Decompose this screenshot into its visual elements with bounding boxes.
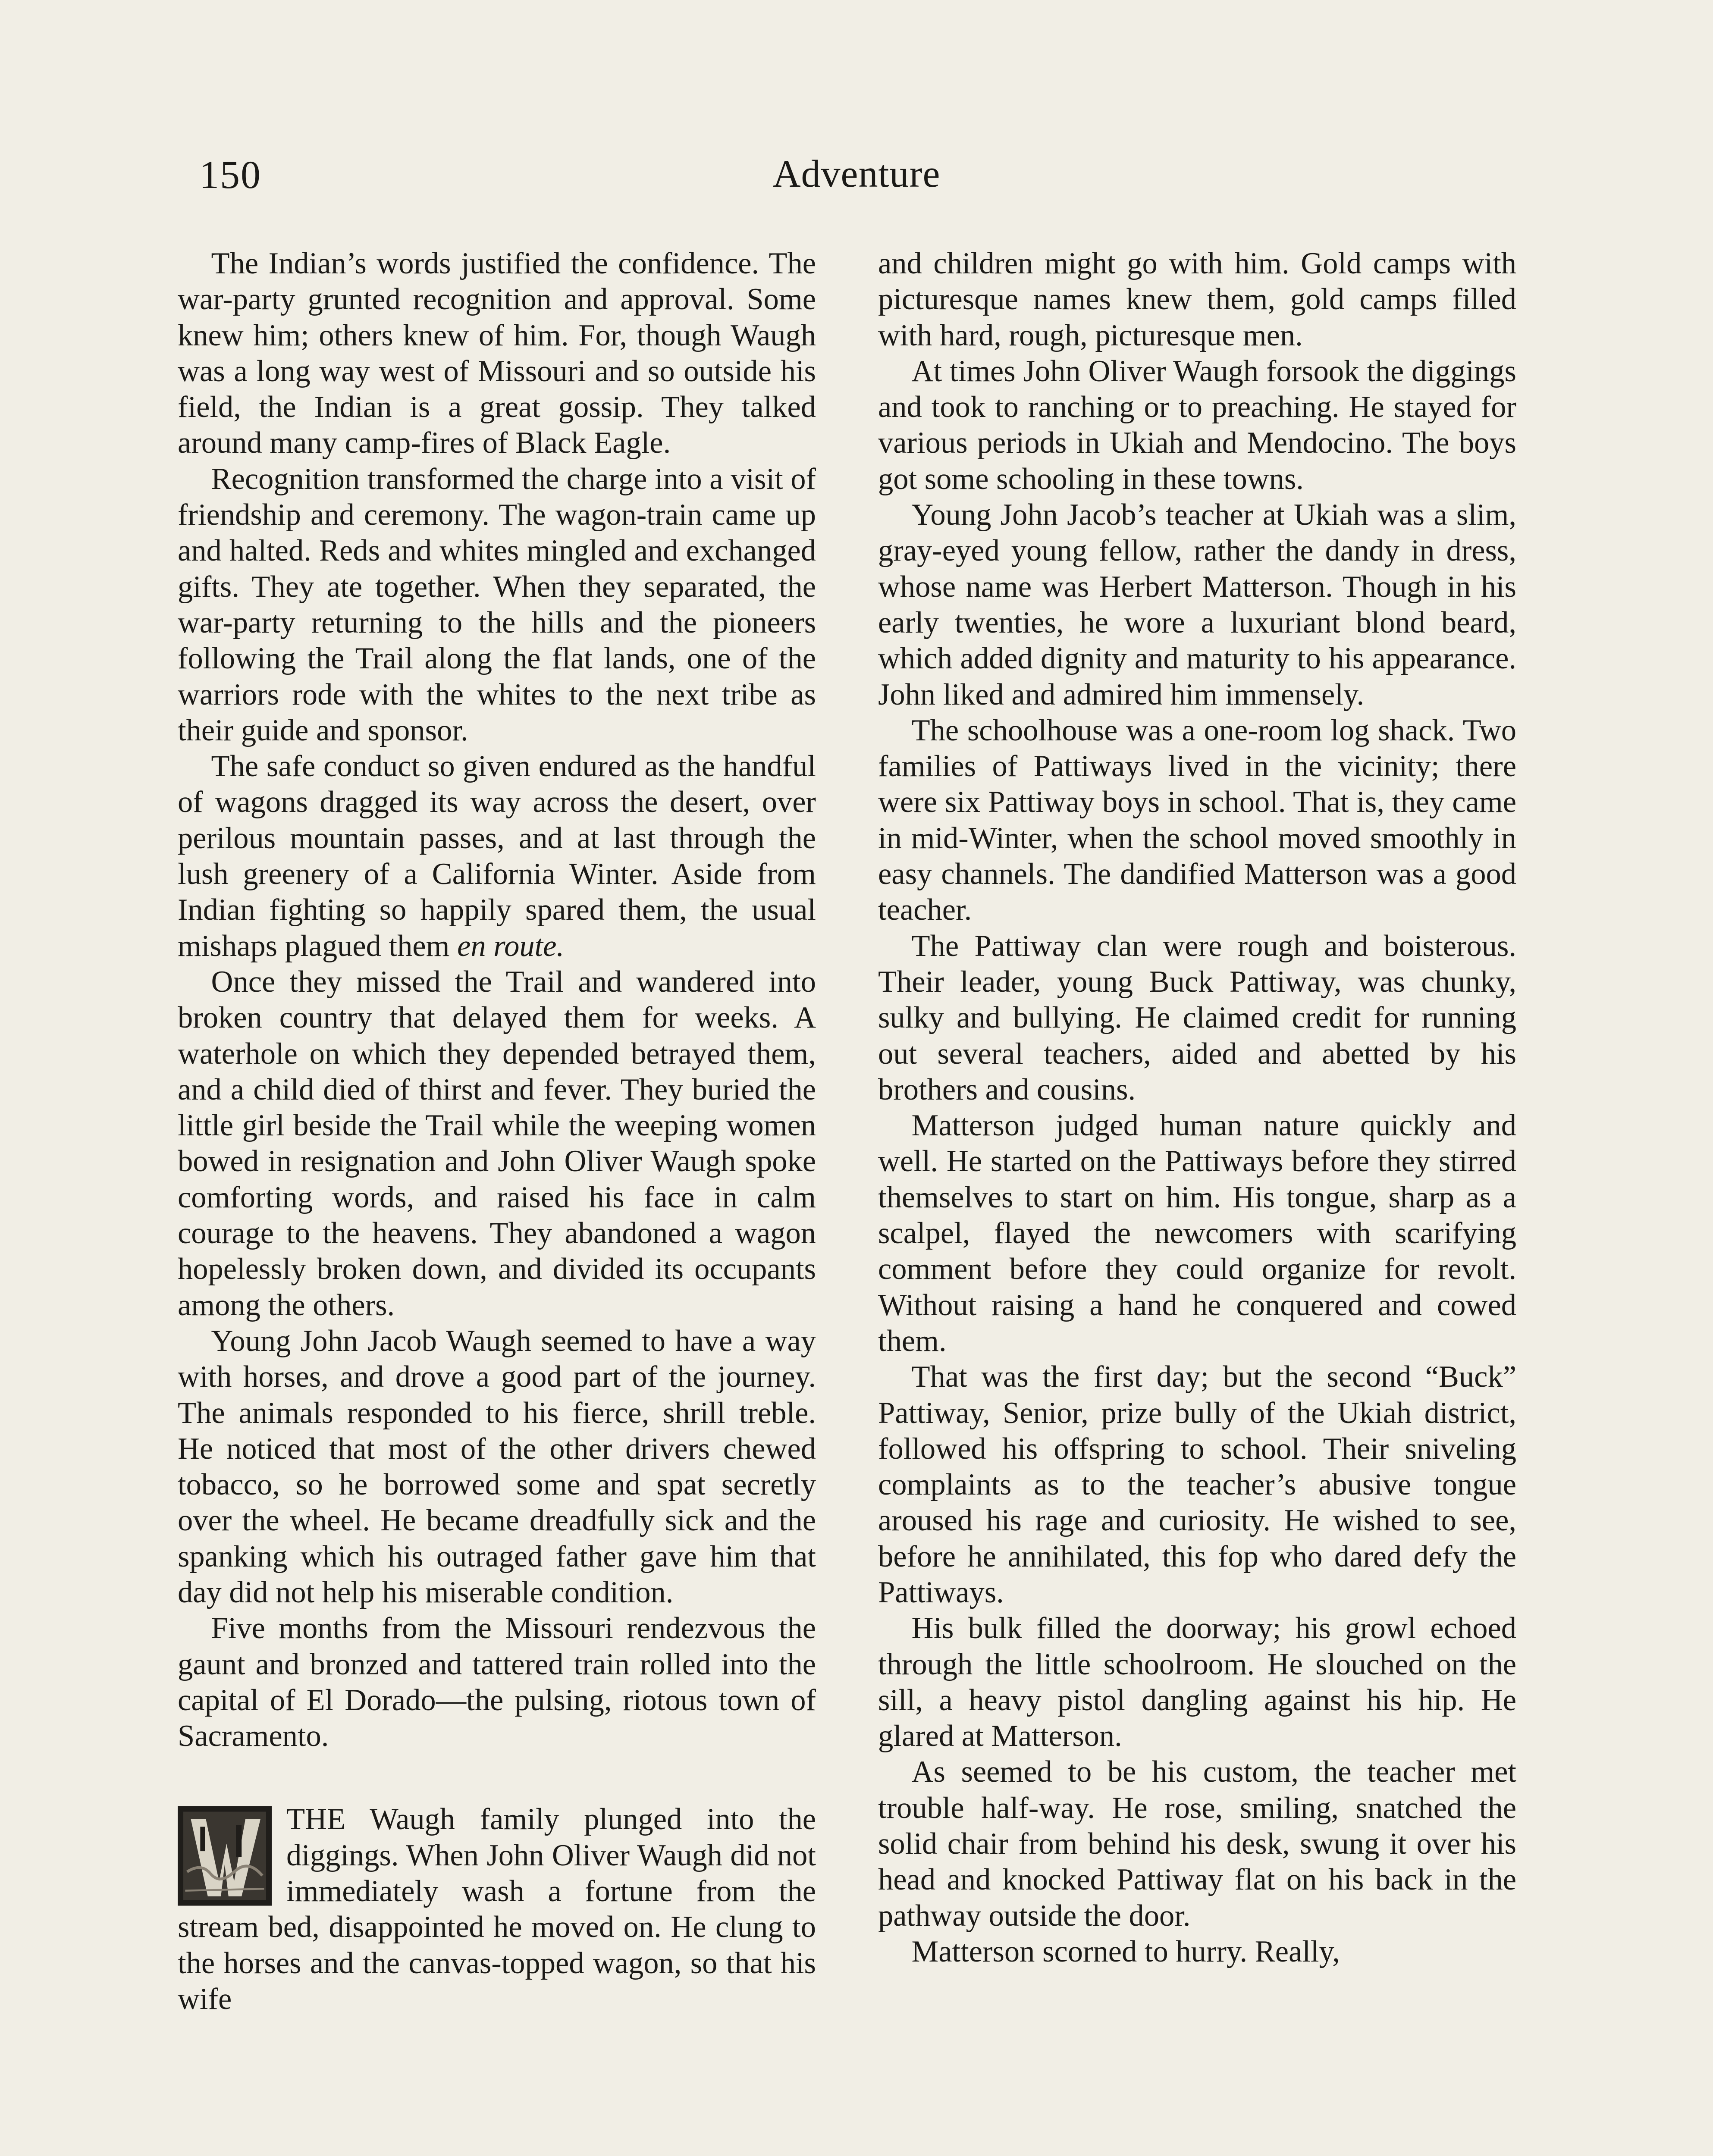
paragraph: Once they missed the Trail and wandered into broken country that delayed them for weeks. A waterhole on which they depended betrayed them, and a child died of thirst and fever. They buried the little girl beside the Trail while the weeping women bowed in resignation and John Oliver Waugh spoke comforting words, and raised his face in calm courage to the heavens. They abandoned a wagon hopelessly broken down, and divided its occupants among the others. (178, 965, 816, 1322)
paragraph: Young John Jacob’s teacher at Ukiah was a slim, gray-eyed young fellow, rather the dandy in dress, whose name was Herbert Matterson. Though in his early twenties, he wore a luxuriant blond beard, which added dignity and maturity to his appearance. John liked and admired him immensely. (878, 498, 1516, 711)
paragraph: Young John Jacob Waugh seemed to have a way with horses, and drove a good part of the journey. The animals responded to his fierce, shrill treble. He noticed that most of the other drivers chewed tobacco, so he borrowed some and spat secretly over the wheel. He became dreadfully sick and the spanking which his outraged father gave him that day did not help his miserable condition. (178, 1324, 816, 1609)
paragraph: Matterson scorned to hurry. Really, (911, 1934, 1340, 1968)
paragraph: That was the first day; but the second “Buck” Pattiway, Senior, prize bully of the Ukiah district, followed his offspring to school. Their sniveling complaints as to the teacher’s abusive tongue aroused his rage and curiosity. He wished to see, before he annihilated, this fop who dared defy the Pattiways. (878, 1360, 1516, 1609)
italic-phrase: en route. (457, 929, 565, 963)
woodcut-initial-icon (178, 1806, 272, 1906)
paragraph: His bulk filled the doorway; his growl echoed through the little schoolroom. He slouched on the sill, a heavy pistol dangling against his hip. He glared at Matterson. (878, 1611, 1516, 1753)
paragraph: Five months from the Missouri rendezvous the gaunt and bronzed and tattered train rolled into the capital of El Dorado—the pulsing, riotous town of Sacramento. (178, 1611, 816, 1753)
paragraph (178, 749, 816, 964)
paragraph: Matterson judged human nature quickly and well. He started on the Pattiways before they stirred themselves to start on him. His tongue, sharp as a scalpel, flayed the newcomers with scarifying comment before they could organize for revolt. Without raising a hand he conquered and cowed them. (878, 1109, 1516, 1358)
paragraph: At times John Oliver Waugh forsook the diggings and took to ranching or to preaching. He stayed for various periods in Ukiah and Mendocino. The boys got some schooling in these towns. (878, 354, 1516, 496)
dropcap-paragraph (178, 1802, 816, 2017)
paragraph: The Indian’s words justified the confidence. The war-party grunted recognition and approval. Some knew him; others knew of him. For, though Waugh was a long way west of Missouri and so outside his field, the Indian is a great gossip. They talked around many camp-fires of Black Eagle. (178, 247, 816, 460)
paragraph: THE Waugh family plunged into the diggings. When John Oliver Waugh did not immediately wash a fortune from the stream bed, disappointed he moved on. He clung to the horses and the canvas-topped wagon, so that his wife (178, 1802, 816, 2016)
right-column (878, 246, 1516, 1970)
page-number: 150 (199, 153, 261, 197)
paragraph: The Pattiway clan were rough and boisterous. Their leader, young Buck Pattiway, was chunky, sulky and bullying. He claimed credit for running out several teachers, aided and abetted by his brothers and cousins. (878, 929, 1516, 1106)
paragraph: and children might go with him. Gold camps with picturesque names knew them, gold camps filled with hard, rough, picturesque men. (878, 247, 1516, 352)
paragraph: The schoolhouse was a one-room log shack. Two families of Pattiways lived in the vicinity; there were six Pattiway boys in school. That is, they came in mid-Winter, when the school moved smoothly in easy channels. The dandified Matterson was a good teacher. (878, 713, 1516, 927)
paragraph: As seemed to be his custom, the teacher met trouble half-way. He rose, smiling, snatched the solid chair from behind his desk, swung it over his head and knocked Pattiway flat on his back in the pathway outside the door. (878, 1755, 1516, 1933)
paragraph: Recognition transformed the charge into a visit of friendship and ceremony. The wagon-train came up and halted. Reds and whites mingled and exchanged gifts. They ate together. When they separated, the war-party returning to the hills and the pioneers following the Trail along the flat lands, one of the warriors rode with the whites to the next tribe as their guide and sponsor. (178, 462, 816, 747)
paragraph-text: The safe conduct so given endured as the handful of wagons dragged its way across the desert, over perilous mountain passes, and at last through the lush greenery of a California Winter. Aside from Indian fighting so happily spared them, the usual mishaps plagued them (178, 749, 816, 963)
running-head: Adventure (772, 153, 941, 195)
section-break (178, 1754, 816, 1802)
left-column (178, 246, 816, 2017)
